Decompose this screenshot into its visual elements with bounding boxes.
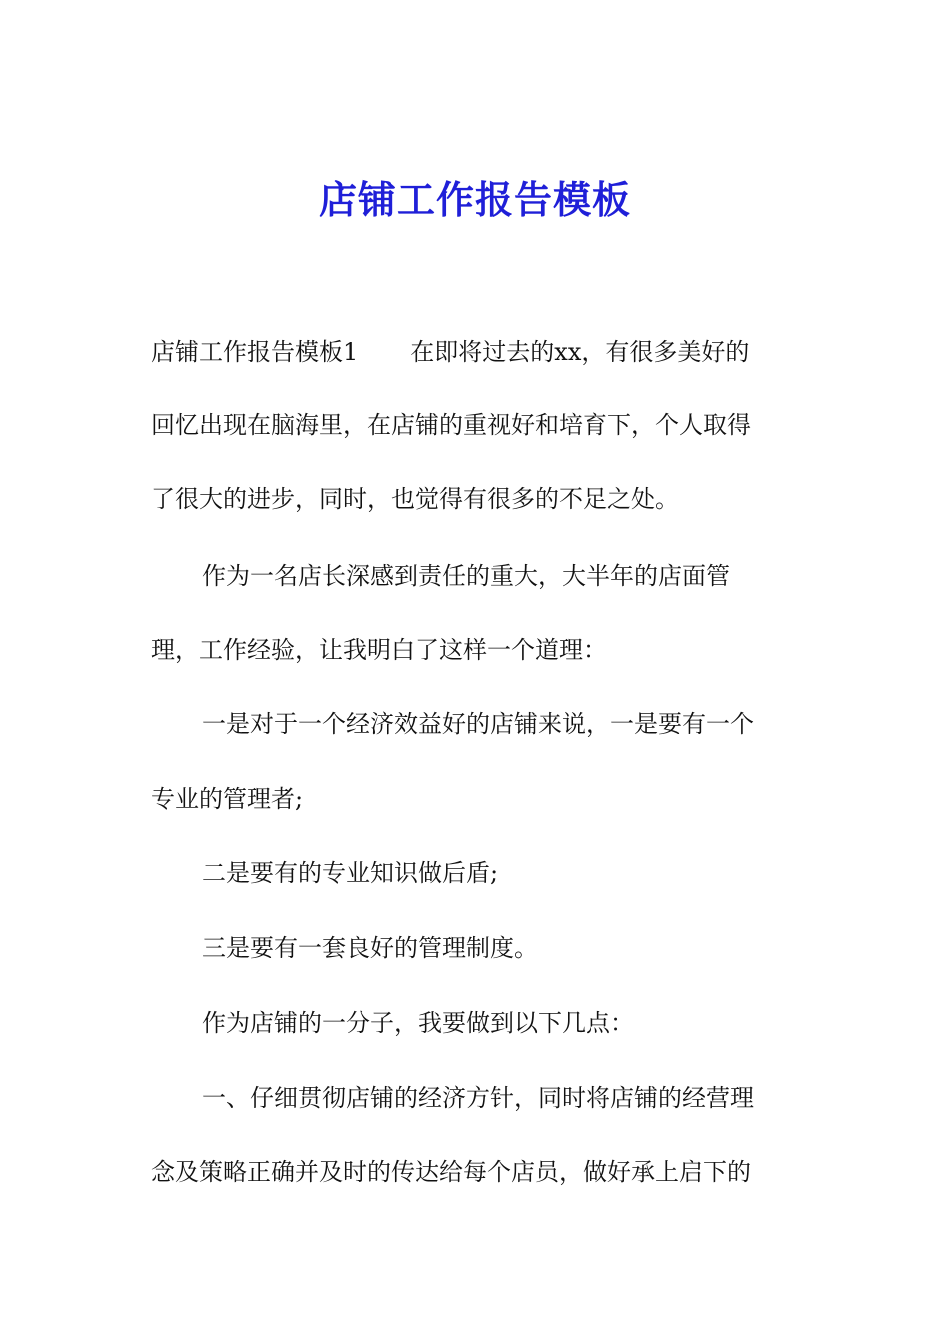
paragraph-line-1 [151,332,749,372]
paragraph-line-10: 作为店铺的一分子，我要做到以下几点： [202,1009,634,1037]
paragraph-line-9: 三是要有一套良好的管理制度。 [202,934,538,962]
text-line: 在即将过去的xx，有很多美好的 [410,338,750,366]
paragraph-line-6: 一是对于一个经济效益好的店铺来说，一是要有一个 [202,710,754,738]
document-title: 店铺工作报告模板 [318,177,631,222]
paragraph-line-11: 一、仔细贯彻店铺的经济方针，同时将店铺的经营理 [202,1084,754,1112]
paragraph-line-2: 回忆出现在脑海里，在店铺的重视好和培育下，个人取得 [151,411,751,439]
paragraph-line-4: 作为一名店长深感到责任的重大，大半年的店面管 [202,562,730,590]
paragraph-line-12: 念及策略正确并及时的传达给每个店员，做好承上启下的 [151,1158,751,1186]
paragraph-line-5: 理，工作经验，让我明白了这样一个道理： [151,636,607,664]
inline-heading: 店铺工作报告模板1 [151,338,359,366]
paragraph-line-7: 专业的管理者; [151,785,304,813]
paragraph-line-8: 二是要有的专业知识做后盾; [202,859,499,887]
paragraph-line-3: 了很大的进步，同时，也觉得有很多的不足之处。 [151,485,679,513]
